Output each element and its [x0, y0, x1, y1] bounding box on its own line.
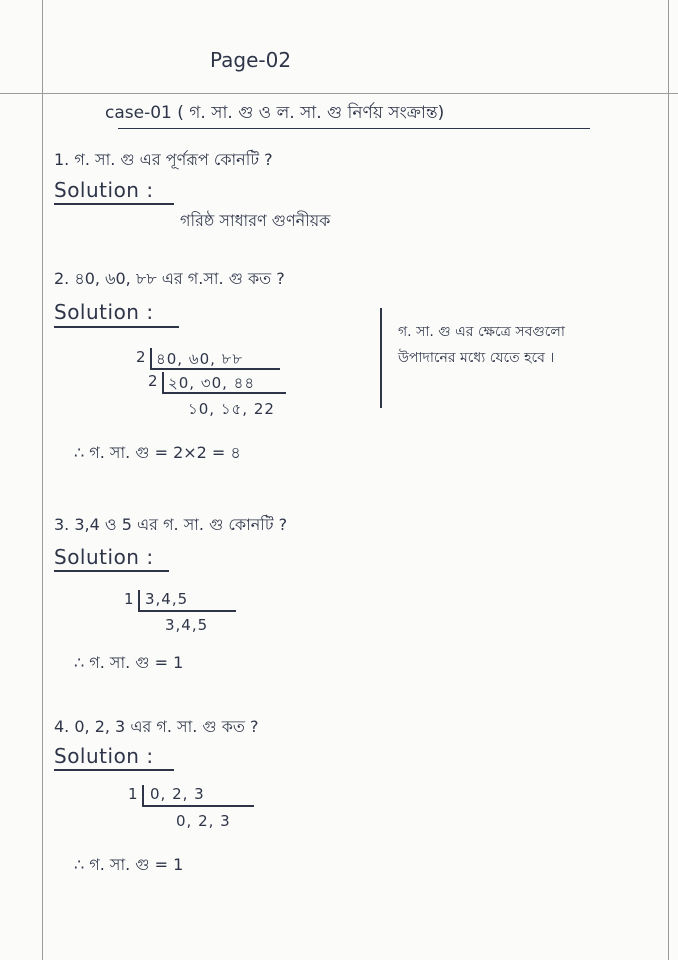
- solution-underline-2: [54, 326, 179, 328]
- case-heading-underline: [118, 128, 590, 129]
- division-3-row-2: 3,4,5: [165, 616, 209, 634]
- division-2-divisor-1: 2: [136, 348, 147, 366]
- solution-underline-3: [54, 570, 169, 572]
- question-4: 4. 0, 2, 3 এর গ. সা. গু কত ?: [54, 717, 259, 736]
- division-4-bracket-vertical: [142, 785, 144, 805]
- question-1: 1. গ. সা. গু এর পূর্ণরূপ কোনটি ?: [54, 150, 273, 169]
- solution-label-2: Solution :: [54, 300, 154, 324]
- division-2-row-2: ২0, ৩0, ৪৪: [168, 374, 256, 392]
- division-3-divisor: 1: [124, 590, 135, 608]
- right-margin-line: [668, 0, 669, 960]
- result-2: ∴ গ. সা. গু = 2×2 = ৪: [74, 443, 241, 462]
- ruled-line-top: [0, 93, 678, 94]
- question-2: 2. ৪0, ৬0, ৮৮ এর গ.সা. গু কত ?: [54, 269, 285, 288]
- division-bracket-horizontal-1: [150, 368, 280, 370]
- result-3: ∴ গ. সা. গু = 1: [74, 653, 184, 672]
- case-heading: case-01 ( গ. সা. গু ও ল. সা. গু নির্ণয় সংক্রান্ত): [105, 103, 445, 123]
- division-bracket-vertical-2: [162, 372, 164, 392]
- division-2-row-3: ১0, ১৫, 22: [188, 400, 275, 418]
- page-title: Page-02: [210, 48, 292, 72]
- division-2-divisor-2: 2: [148, 372, 159, 390]
- division-2-row-1: ৪0, ৬0, ৮৮: [156, 350, 244, 368]
- note-line-2: উপাদানের মধ্যে যেতে হবে ।: [398, 350, 555, 366]
- solution-label-3: Solution :: [54, 545, 154, 569]
- solution-underline-4: [54, 769, 174, 771]
- note-divider: [380, 308, 382, 408]
- division-bracket-horizontal-2: [162, 392, 286, 394]
- answer-1: গরিষ্ঠ সাধারণ গুণনীয়ক: [180, 211, 331, 230]
- note-line-1: গ. সা. গু এর ক্ষেত্রে সবগুলো: [398, 324, 565, 340]
- result-4: ∴ গ. সা. গু = 1: [74, 855, 184, 874]
- division-4-row-2: 0, 2, 3: [176, 812, 231, 830]
- division-4-bracket-horizontal: [142, 805, 254, 807]
- division-3-bracket-horizontal: [138, 610, 236, 612]
- division-bracket-vertical-1: [150, 348, 152, 368]
- solution-underline-1: [54, 203, 174, 205]
- division-4-divisor: 1: [128, 785, 139, 803]
- division-3-bracket-vertical: [138, 590, 140, 610]
- solution-label-1: Solution :: [54, 178, 154, 202]
- left-margin-line: [42, 0, 43, 960]
- division-3-row-1: 3,4,5: [145, 590, 189, 608]
- division-4-row-1: 0, 2, 3: [150, 785, 205, 803]
- solution-label-4: Solution :: [54, 744, 154, 768]
- question-3: 3. 3,4 ও 5 এর গ. সা. গু কোনটি ?: [54, 515, 288, 534]
